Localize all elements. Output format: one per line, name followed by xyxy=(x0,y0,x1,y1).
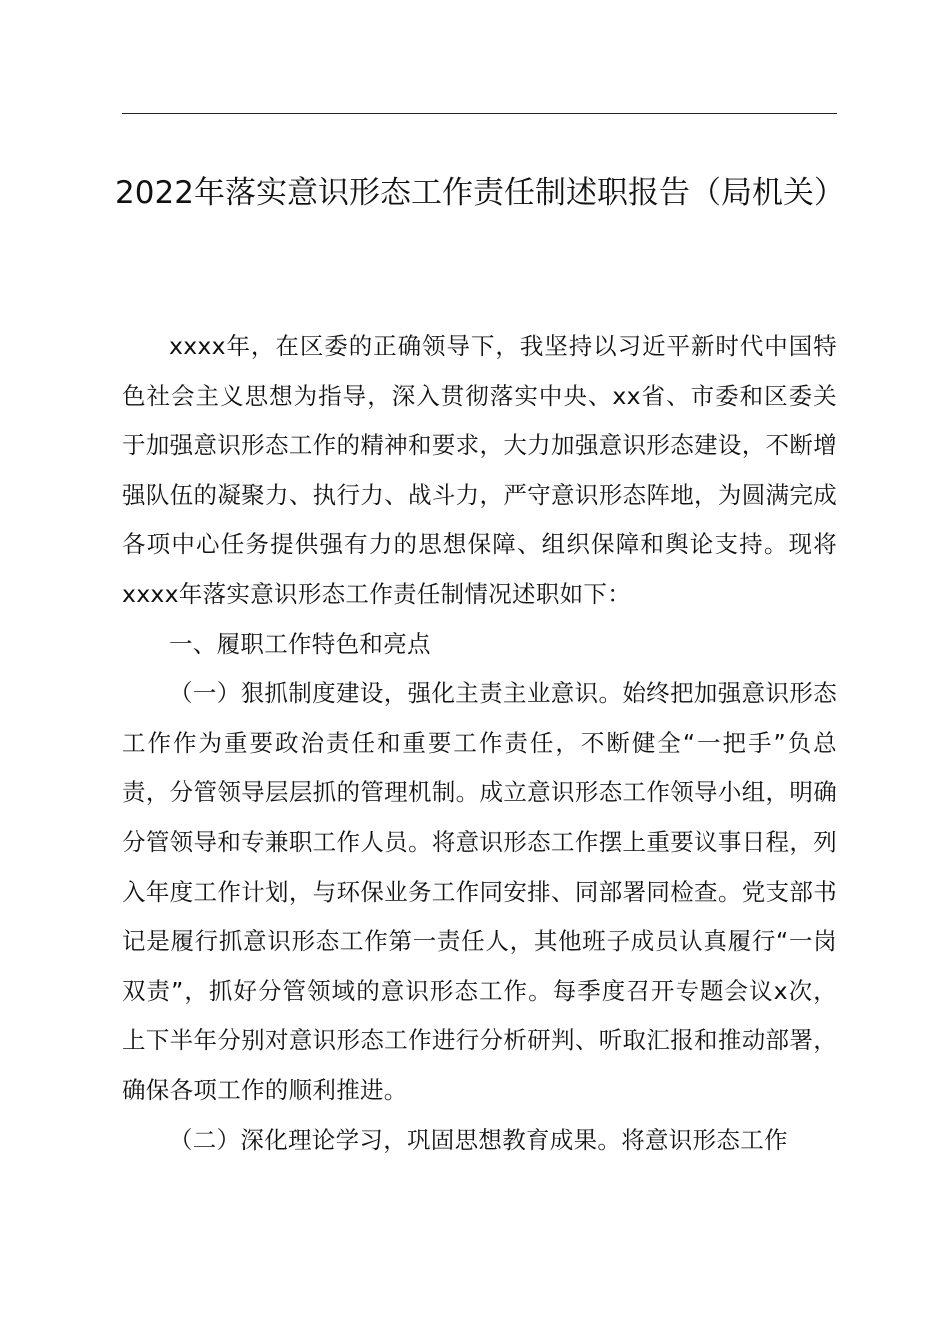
body-paragraph: （一）狠抓制度建设，强化主责主业意识。始终把加强意识形态工作作为重要政治责任和重要工作责任，不断健全“一把手”负总责，分管领导层层抓的管理机制。成立意识形态工作领导小组，明确分管领导和专兼职工作人员。将意识形态工作摆上重要议事日程，列入年度工作计划，与环保业务工作同安排、同部署同检查。党支部书记是履行抓意识形态工作第一责任人，其他班子成员认真履行“一岗双责”，抓好分管领域的意识形态工作。每季度召开专题会议x次，上下半年分别对意识形态工作进行分析研判、听取汇报和推动部署，确保各项工作的顺利推进。 xyxy=(122,679,837,1104)
body-paragraph: （二）深化理论学习，巩固思想教育成果。将意识形态工作 xyxy=(169,1125,788,1154)
intro-paragraph: xxxx年，在区委的正确领导下，我坚持以习近平新时代中国特色社会主义思想为指导，深入贯彻落实中央、xx省、市委和区委关于加强意识形态工作的精神和要求，大力加强意识形态建设，不断增强队伍的凝聚力、执行力、战斗力，严守意识形态阵地，为圆满完成各项中心任务提供强有力的思想保障、组织保障和舆论支持。现将xxxx年落实意识形态工作责任制情况述职如下： xyxy=(122,332,837,608)
document-body xyxy=(122,322,837,1165)
section-heading: 一、履职工作特色和亮点 xyxy=(169,629,431,658)
document-title: 2022年落实意识形态工作责任制述职报告（局机关） xyxy=(115,175,845,211)
header-rule xyxy=(122,113,837,114)
